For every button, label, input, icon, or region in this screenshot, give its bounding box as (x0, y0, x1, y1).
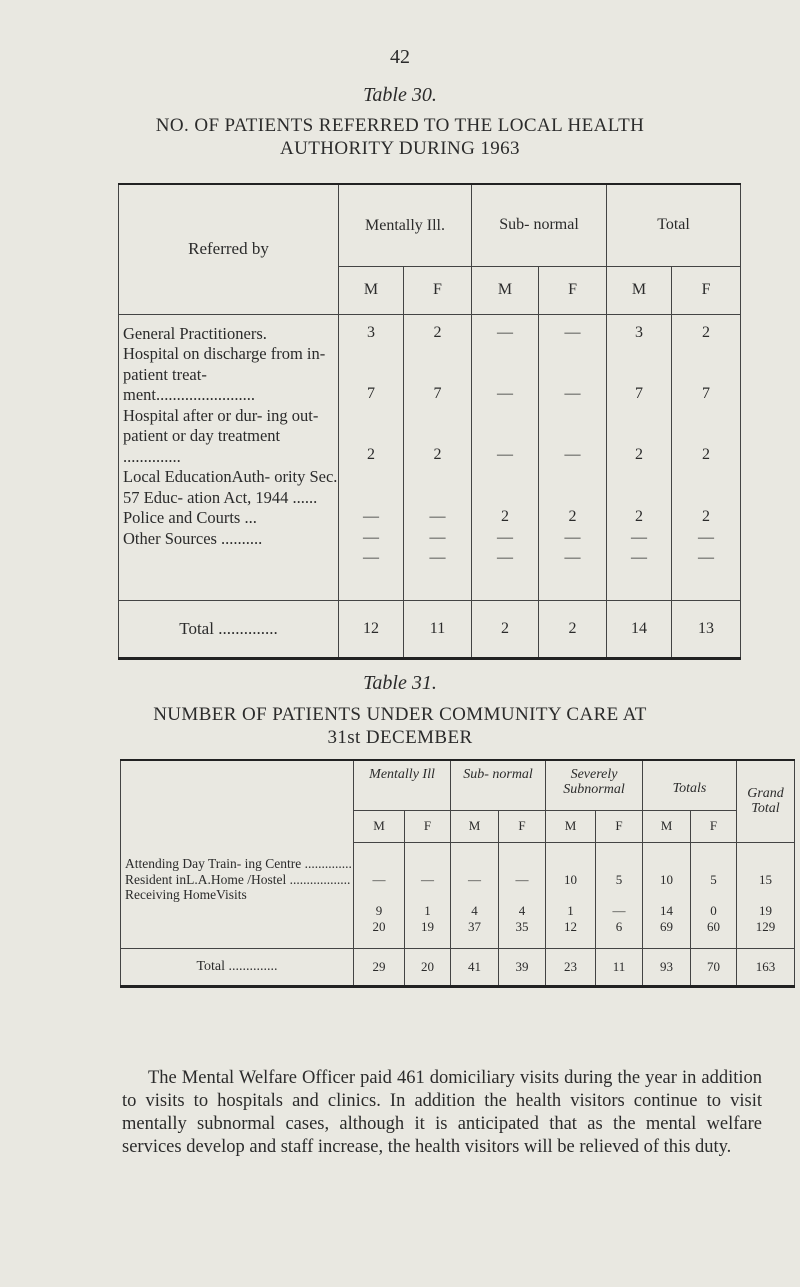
row-label: Hospital on discharge from in-patient treat- ment........................ (123, 344, 326, 404)
cell: — (429, 548, 446, 566)
total-cell: 93 (643, 948, 691, 986)
header-mentally-ill: Mentally Ill. (339, 184, 472, 266)
col-mi-f (405, 842, 451, 948)
subheader-f: F (691, 810, 737, 842)
col-mi-m (339, 314, 404, 600)
cell: 3 (635, 323, 644, 341)
cell: — (515, 871, 529, 887)
cell: 6 (615, 918, 623, 934)
page-number: 42 (390, 46, 410, 68)
table31-caption: Table 31. (363, 672, 437, 694)
header-grand-total: Grand Total (737, 760, 795, 842)
cell: 5 (710, 871, 717, 887)
subheader-f: F (499, 810, 546, 842)
total-cell: 11 (404, 600, 472, 658)
cell: 2 (501, 507, 510, 525)
cell: 37 (468, 918, 482, 934)
table31 (120, 759, 795, 988)
table30 (118, 183, 741, 660)
total-cell: 12 (339, 600, 404, 658)
subheader-f: F (596, 810, 643, 842)
cell: 10 (564, 871, 578, 887)
total-cell: 23 (546, 948, 596, 986)
cell: 0 (710, 902, 717, 918)
body-paragraph: The Mental Welfare Officer paid 461 domiciliary visits during the year in addition to visits to hospitals and clinics. In addition the health visitors continue to visit mentally subnormal cases, although it is anticipated that as the mental welfare services develop and staff increase, the health visitors will be relieved of this duty. (122, 1068, 762, 1157)
col-ssn-m (546, 842, 596, 948)
cell: 7 (367, 384, 375, 402)
subheader-f: F (404, 266, 472, 314)
cell: — (497, 323, 514, 341)
total-cell: 13 (672, 600, 741, 658)
row-label: Local EducationAuth- ority Sec. 57 Educ- ation Act, 1944 ...... (123, 467, 338, 507)
subheader-f: F (539, 266, 607, 314)
cell: — (631, 548, 648, 566)
col-sn-f (539, 314, 607, 600)
header-mentally-ill: Mentally Ill (354, 760, 451, 810)
cell: 1 (567, 902, 574, 918)
cell: — (429, 528, 446, 546)
cell: — (468, 871, 482, 887)
cell: — (497, 528, 514, 546)
col-tot-f (672, 314, 741, 600)
total-cell: 70 (691, 948, 737, 986)
cell: — (564, 384, 581, 402)
cell: 4 (471, 902, 478, 918)
cell: 5 (615, 871, 623, 887)
cell: 10 (660, 871, 674, 887)
row-label: Attending Day Train- ing Centre .............. (125, 856, 352, 871)
cell: 2 (702, 507, 711, 525)
cell: 2 (635, 445, 644, 463)
total-cell: 41 (451, 948, 499, 986)
subheader-m: M (472, 266, 539, 314)
cell: 3 (367, 323, 375, 341)
table30-title (0, 114, 800, 160)
col-tot-m (643, 842, 691, 948)
cell: — (372, 871, 386, 887)
cell: 1 (424, 902, 431, 918)
subheader-m: M (451, 810, 499, 842)
total-cell: 2 (472, 600, 539, 658)
table30-caption: Table 30. (363, 84, 437, 106)
col-mi-m (354, 842, 405, 948)
cell: — (497, 445, 514, 463)
cell: 19 (759, 902, 773, 918)
cell: — (497, 548, 514, 566)
col-tot-f (691, 842, 737, 948)
table31-title (0, 703, 800, 749)
cell: — (564, 528, 581, 546)
cell: — (564, 323, 581, 341)
cell: 35 (515, 918, 529, 934)
cell: — (429, 507, 446, 525)
header-subnormal: Sub- normal (451, 760, 546, 810)
row-label: Hospital after or dur- ing out-patient or day treatment .............. (123, 405, 319, 466)
cell: — (698, 528, 715, 546)
cell: — (564, 548, 581, 566)
col-ssn-f (596, 842, 643, 948)
cell: 15 (759, 871, 773, 887)
total-cell: 20 (405, 948, 451, 986)
cell: 2 (702, 323, 711, 341)
col-sn-m (472, 314, 539, 600)
header-subnormal: Sub- normal (472, 184, 607, 266)
total-cell: 14 (607, 600, 672, 658)
subheader-m: M (339, 266, 404, 314)
table30-title-line1: NO. OF PATIENTS REFERRED TO THE LOCAL HEALTH (155, 115, 645, 136)
row-label: Police and Courts ... (123, 508, 257, 527)
row-label: Receiving HomeVisits (125, 887, 247, 902)
cell: 19 (421, 918, 434, 934)
cell: 9 (375, 902, 383, 918)
cell: 2 (433, 445, 442, 463)
cell: 60 (707, 918, 721, 934)
subheader-f: F (405, 810, 451, 842)
cell: 7 (433, 384, 442, 402)
category-column (121, 842, 354, 948)
cell: 2 (635, 507, 644, 525)
cell: 2 (433, 323, 442, 341)
cell: 20 (372, 918, 386, 934)
subheader-m: M (546, 810, 596, 842)
col-mi-f (404, 314, 472, 600)
total-label: Total .............. (121, 948, 354, 986)
header-blank (121, 760, 354, 842)
cell: 2 (568, 507, 577, 525)
cell: 2 (702, 445, 711, 463)
cell: 14 (660, 902, 674, 918)
total-cell: 163 (737, 948, 795, 986)
cell: — (363, 507, 379, 525)
col-sn-m (451, 842, 499, 948)
header-severely-subnormal: Severely Subnormal (546, 760, 643, 810)
cell: 69 (660, 918, 674, 934)
cell: 2 (367, 445, 375, 463)
row-label: Resident inL.A.Home /Hostel .................. (125, 871, 351, 887)
cell: 12 (564, 918, 578, 934)
cell: 7 (702, 384, 711, 402)
cell: — (421, 871, 434, 887)
cell: 129 (755, 918, 776, 934)
cell: — (363, 528, 379, 546)
subheader-m: M (607, 266, 672, 314)
cell: — (631, 528, 648, 546)
table30-title-line2: AUTHORITY DURING 1963 (280, 138, 520, 159)
header-totals: Totals (643, 760, 737, 810)
col-tot-m (607, 314, 672, 600)
referrer-column (119, 314, 339, 600)
table31-title-line2: 31st DECEMBER (327, 727, 473, 748)
subheader-m: M (354, 810, 405, 842)
col-grand-total (737, 842, 795, 948)
header-total: Total (607, 184, 741, 266)
total-cell: 2 (539, 600, 607, 658)
cell: — (363, 548, 379, 566)
table31-title-line1: NUMBER OF PATIENTS UNDER COMMUNITY CARE AT (153, 704, 647, 725)
row-label: General Practitioners. (123, 323, 267, 343)
row-label: Other Sources .......... (123, 528, 263, 548)
subheader-m: M (643, 810, 691, 842)
cell: — (564, 445, 581, 463)
cell: — (612, 902, 626, 918)
subheader-f: F (672, 266, 741, 314)
cell: 4 (518, 902, 526, 918)
total-cell: 29 (354, 948, 405, 986)
cell: — (698, 548, 715, 566)
total-label: Total .............. (119, 600, 339, 658)
col-sn-f (499, 842, 546, 948)
total-cell: 39 (499, 948, 546, 986)
header-referred-by: Referred by (119, 184, 339, 314)
cell: 7 (635, 384, 644, 402)
total-cell: 11 (596, 948, 643, 986)
cell: — (497, 384, 514, 402)
